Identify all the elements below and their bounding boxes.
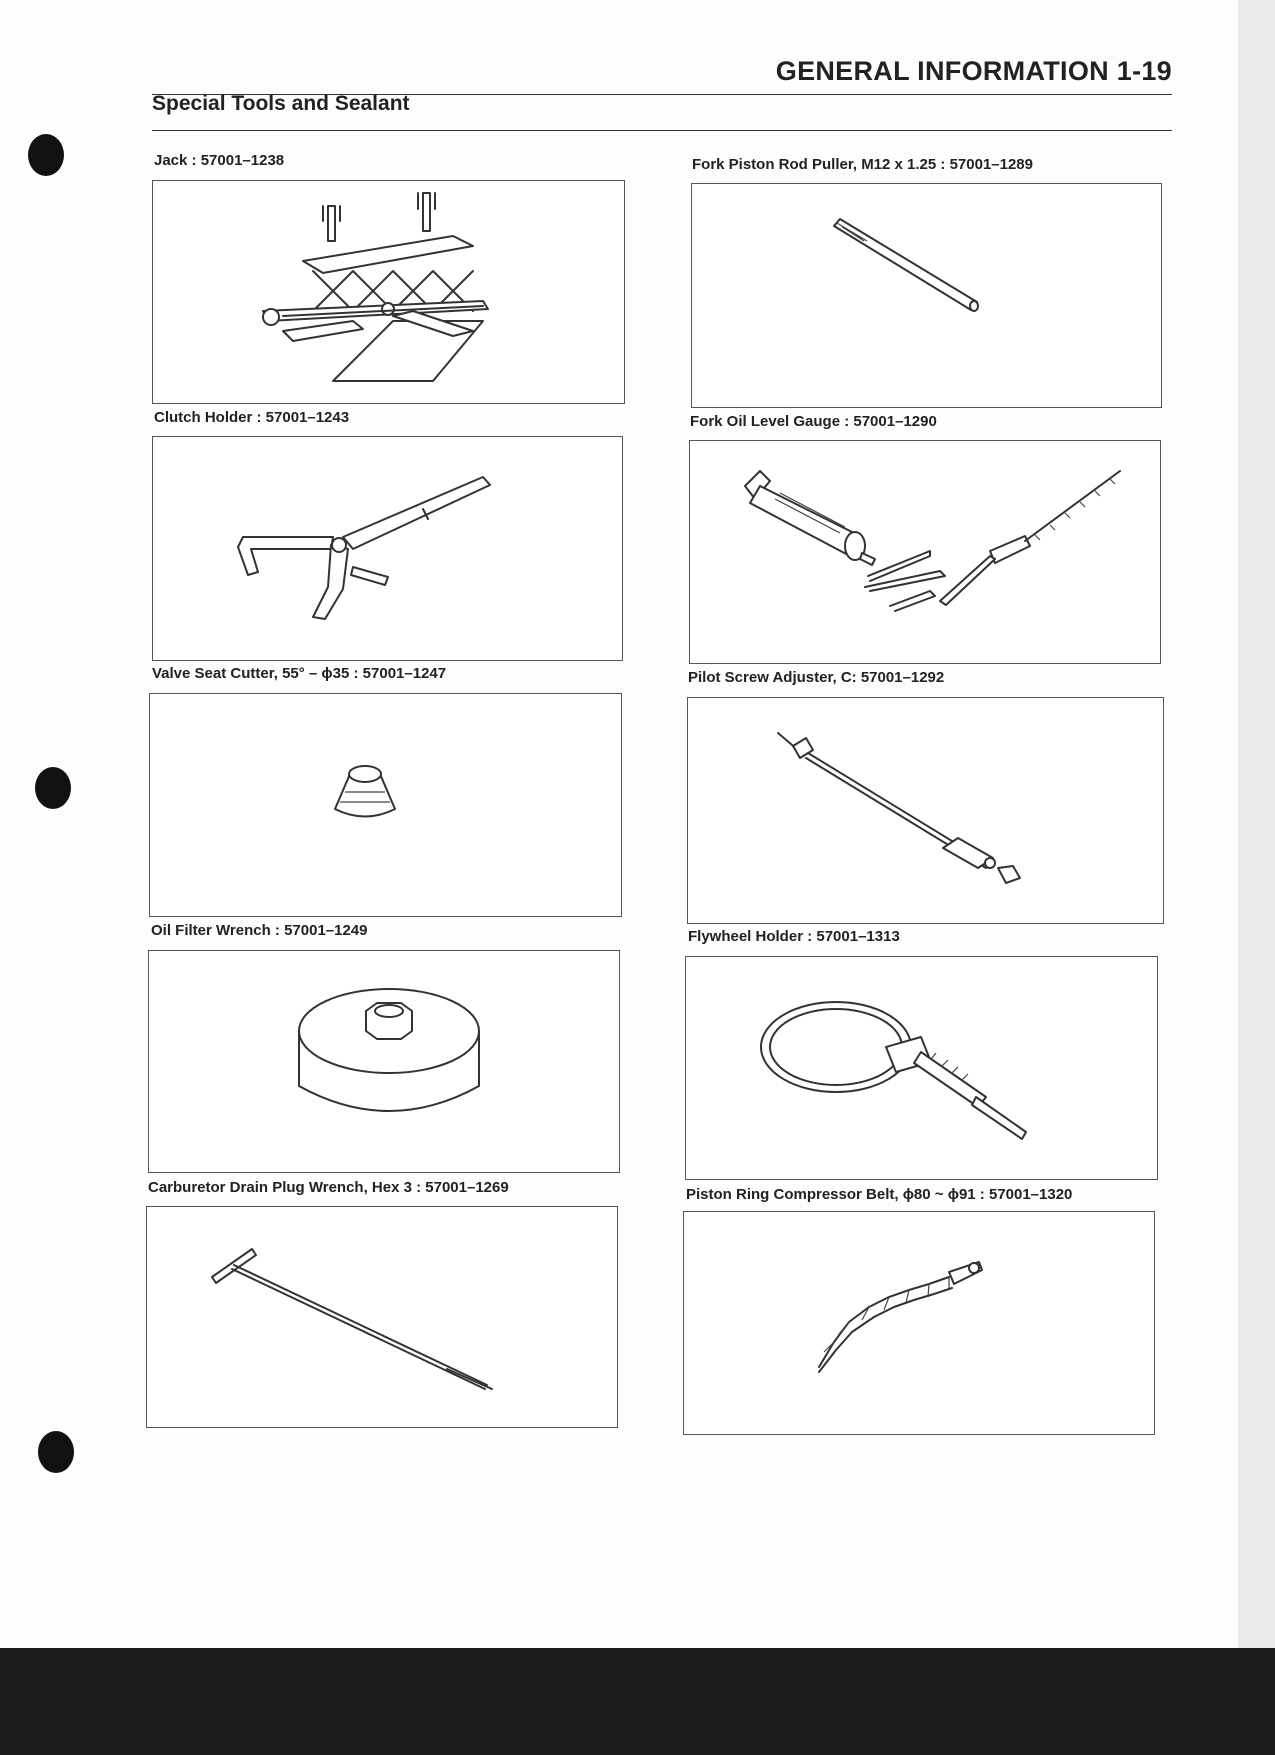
tool-label-rod-puller: Fork Piston Rod Puller, M12 x 1.25 : 57001–1289 [692, 156, 1033, 173]
scan-bottom-border [0, 1648, 1275, 1755]
tool-label-flywheel-holder: Flywheel Holder : 57001–1313 [688, 928, 900, 945]
tool-figure-compressor-belt [683, 1211, 1155, 1435]
tool-figure-t-handle-wrench [146, 1206, 618, 1428]
t-handle-wrench-icon [147, 1207, 617, 1427]
scan-edge [1238, 0, 1275, 1648]
binder-hole [28, 134, 64, 176]
tool-figure-rod-puller [691, 183, 1162, 408]
tool-figure-clutch-holder [152, 436, 623, 661]
scissor-jack-icon [153, 181, 624, 403]
tool-figure-oil-level-gauge [689, 440, 1161, 664]
rod-puller-icon [692, 184, 1161, 407]
tool-label-compressor-belt: Piston Ring Compressor Belt, ϕ80 ~ ϕ91 : 57001–1320 [686, 1186, 1073, 1203]
tool-label-t-handle-wrench: Carburetor Drain Plug Wrench, Hex 3 : 57001–1269 [148, 1179, 509, 1196]
tool-figure-valve-seat-cutter [149, 693, 622, 917]
section-rule [152, 130, 1172, 131]
clutch-holder-icon [153, 437, 622, 660]
tool-figure-pilot-screw-adjuster [687, 697, 1164, 924]
tool-figure-oil-filter-wrench [148, 950, 620, 1173]
tool-label-oil-level-gauge: Fork Oil Level Gauge : 57001–1290 [690, 413, 937, 430]
oil-level-gauge-icon [690, 441, 1160, 663]
flywheel-holder-icon [686, 957, 1157, 1179]
compressor-belt-icon [684, 1212, 1154, 1434]
tool-label-clutch-holder: Clutch Holder : 57001–1243 [154, 409, 350, 426]
tool-label-pilot-screw-adjuster: Pilot Screw Adjuster, C: 57001–1292 [688, 669, 945, 686]
page-title: GENERAL INFORMATION 1-19 [775, 56, 1172, 86]
pilot-screw-adjuster-icon [688, 698, 1163, 923]
section-title: Special Tools and Sealant [152, 92, 410, 115]
oil-filter-wrench-icon [149, 951, 619, 1172]
binder-hole [35, 767, 71, 809]
valve-seat-cutter-icon [150, 694, 621, 916]
tool-figure-jack [152, 180, 625, 404]
tool-label-valve-seat-cutter: Valve Seat Cutter, 55° – ϕ35 : 57001–1247 [152, 665, 447, 682]
tool-label-oil-filter-wrench: Oil Filter Wrench : 57001–1249 [151, 922, 368, 939]
tool-label-jack: Jack : 57001–1238 [154, 152, 285, 169]
binder-hole [38, 1431, 74, 1473]
tool-figure-flywheel-holder [685, 956, 1158, 1180]
